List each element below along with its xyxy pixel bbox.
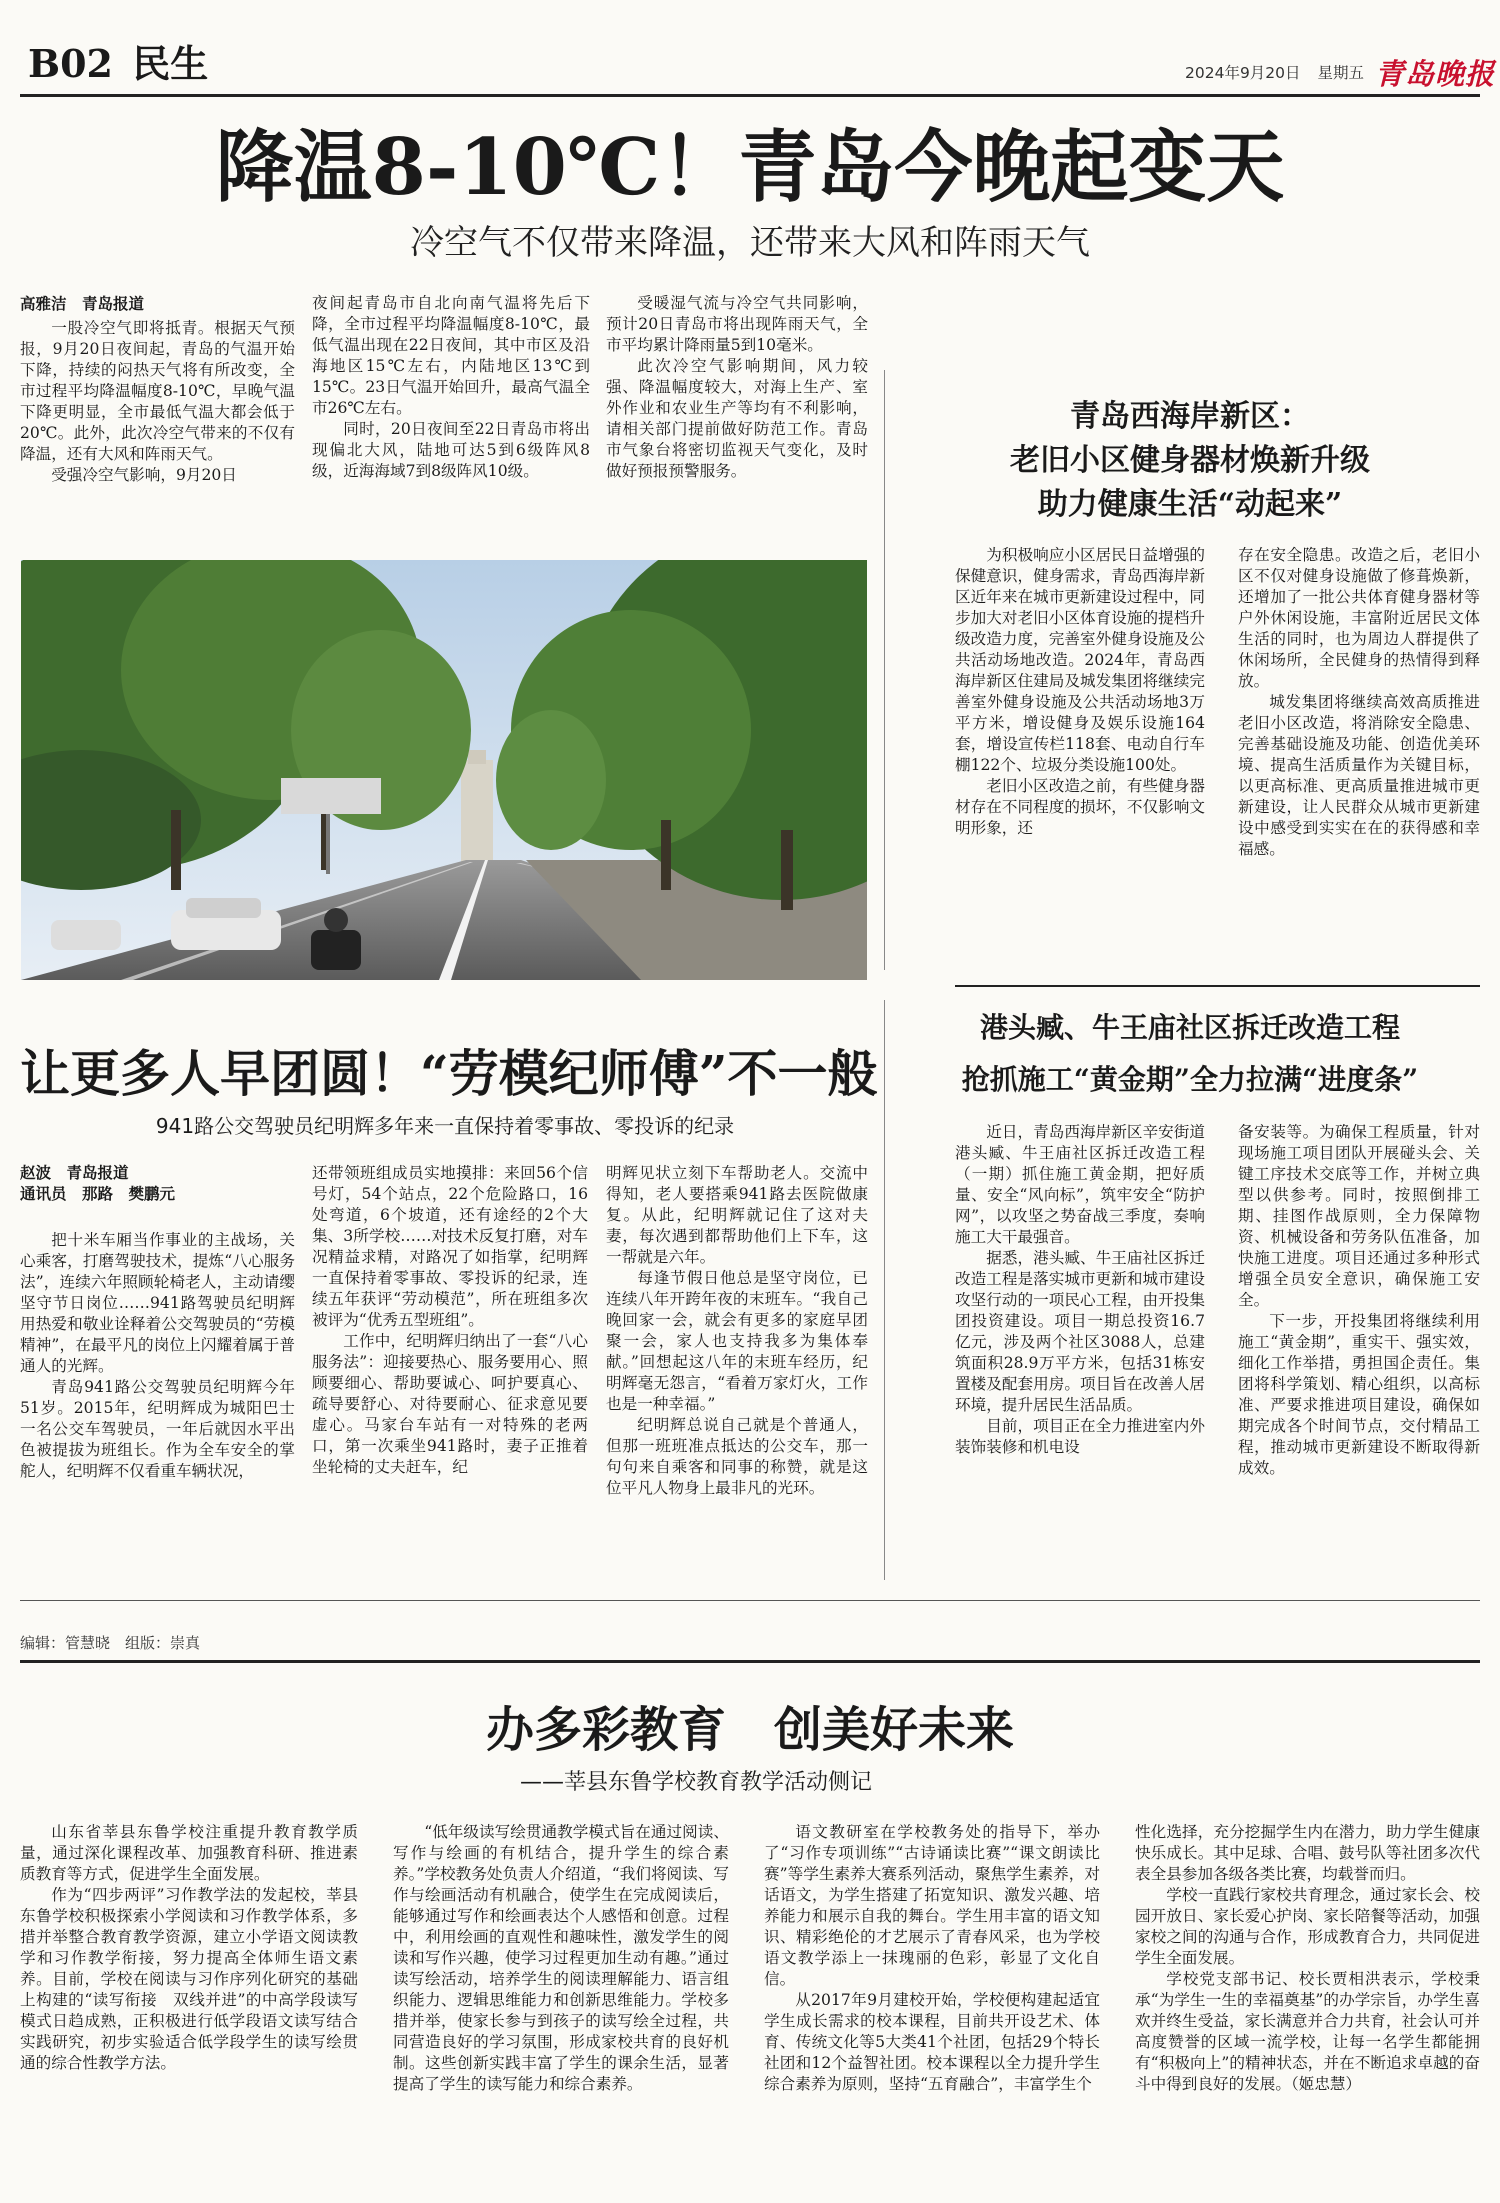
story5-col4: 性化选择，充分挖掘学生内在潜力，助力学生健康快乐成长。其中足球、合唱、鼓号队等社团多次代表全县参加各级各类比赛，均载誉而归。 学校一直践行家校共育理念，通过家长会、校园开放日、家长爱心护岗、家长陪餐等活动，加强家校之间的沟通与合作，形成教育合力，共同促进学生全面发展。 学校党支部书记、校长贾相洪表示，学校秉承“为学生一生的幸福奠基”的办学宗旨，办学生喜欢并终生受益，家长满意并合力共育，社会认可并高度赞誉的区域一流学校，让每一名学生都能拥有“积极向上”的精神状态，并在不断追求卓越的奋斗中得到良好的发展。（姬忠慧） xyxy=(1135,1823,1480,2093)
story5-col1: 山东省莘县东鲁学校注重提升教育教学质量，通过深化课程改革、加强教育科研、推进素质教育等方式，促进学生全面发展。 作为“四步两评”习作教学法的发起校，莘县东鲁学校积极探索小学阅读和习作教学体系，多措并举整合教育教学资源，建立小学语文阅读教学和习作教学衔接，努力提高全体师生语文素养。目前，学校在阅读与习作序列化研究的基础上构建的“读写衔接 双线并进”的中高学段读写模式日趋成熟，正积极进行低学段语文读写结合实践研究，初步实验适合低学段学生的读写绘贯通的综合性教学方法。 xyxy=(20,1823,358,2072)
story1-subhead: 冷空气不仅带来降温，还带来大风和阵雨天气 xyxy=(410,223,1090,263)
credits-bottom-rule xyxy=(20,1660,1480,1663)
masthead-rule xyxy=(20,94,1480,97)
story5-subhead: ——莘县东鲁学校教育教学活动侧记 xyxy=(520,1770,873,1795)
story3-col2: 还带领班组成员实地摸排：来回56个信号灯，54个站点，22个危险路口，16处弯道，6个坡道，还有途经的2个大集、3所学校……对技术反复打磨，对车况精益求精，对路况了如指掌，纪明辉一直保持着零事故、零投诉的纪录，连续五年获评“劳动模范”，所在班组多次被评为“优秀五型班组”。 工作中，纪明辉归纳出了一套“八心服务法”：迎接要热心、服务要用心、照顾要细心、帮助要诚心、呵护要真心、疏导要舒心、对待要耐心、征求意见要虚心。马家台车站有一对特殊的老两口，第一次乘坐941路时，妻子正推着坐轮椅的丈夫赶车，纪 xyxy=(312,1164,588,1476)
story4-col1: 近日，青岛西海岸新区辛安街道港头臧、牛王庙社区拆迁改造工程（一期）抓住施工黄金期，把好质量、安全“风向标”，筑牢安全“防护网”，以攻坚之势奋战三季度，奏响施工大干最强音。 据悉，港头臧、牛王庙社区拆迁改造工程是落实城市更新和城市建设攻坚行动的一项民心工程，由开投集团投资建设。项目一期总投资16.7亿元，涉及两个社区3088人，总建筑面积28.9万平方米，包括31栋安置楼及配套用房。项目旨在改善人居环境，提升居民生活品质。 目前，项目正在全力推进室内外装饰装修和机电设 xyxy=(955,1123,1205,1456)
story3-subhead: 941路公交驾驶员纪明辉多年来一直保持着零事故、零投诉的纪录 xyxy=(155,1114,735,1138)
page-code: B02 民生 xyxy=(28,41,209,86)
story2-headline: 青岛西海岸新区： 老旧小区健身器材焕新升级 助力健康生活“动起来” xyxy=(1010,399,1370,522)
lower-column-rule xyxy=(884,1000,885,1580)
story2-col2: 存在安全隐患。改造之后，老旧小区不仅对健身设施做了修葺焕新，还增加了一批公共体育健身器材等户外休闲设施，丰富附近居民文体生活的同时，也为周边人群提供了休闲场所，全民健身的热情得到释放。 城发集团将继续高效高质推进老旧小区改造，将消除安全隐患、完善基础设施及功能、创造优美环境、提高生活质量作为关键目标，以更高标准、更高质量推进城市更新建设，让人民群众从城市更新建设中感受到实实在在的获得感和幸福感。 xyxy=(1238,546,1480,858)
story3-col1: 把十米车厢当作事业的主战场，关心乘客，打磨驾驶技术，提炼“八心服务法”，连续六年照顾轮椅老人，主动请缨坚守节日岗位……941路驾驶员纪明辉用热爱和敬业诠释着公交驾驶员的“劳模精神”，在最平凡的岗位上闪耀着属于普通人的光辉。 青岛941路公交驾驶员纪明辉今年51岁。2015年，纪明辉成为城阳巴士一名公交车驾驶员，一年后就因水平出色被提拔为班组长。作为全车安全的掌舵人，纪明辉不仅看重车辆状况， xyxy=(20,1231,295,1480)
story3-byline: 赵波 青岛报道 通讯员 那路 樊鹏元 xyxy=(20,1164,176,1203)
story4-col2: 备安装等。为确保工程质量，针对现场施工项目团队开展碰头会、关键工序技术交底等工作，并树立典型以供参考。同时，按照倒排工期、挂图作战原则，全力保障物资、机械设备和劳务队伍准备，加快施工进度。项目还通过多种形式增强全员安全意识，确保施工安全。 下一步，开投集团将继续利用施工“黄金期”，重实干、强实效，细化工作举措，勇担国企责任。集团将科学策划、精心组织，以高标准、严要求推进项目建设，确保如期完成各个时间节点，交付精品工程，推动城市更新建设不断取得新成效。 xyxy=(1238,1123,1480,1477)
story3-col3: 明辉见状立刻下车帮助老人。交流中得知，老人要搭乘941路去医院做康复。从此，纪明辉就记住了这对夫妻，每次遇到都帮助他们上下车，这一帮就是六年。 每逢节假日他总是坚守岗位，已连续八年开跨年夜的末班车。“我自己晚回家一会，就会有更多的家庭早团聚一会，家人也支持我多为集体奉献。”回想起这八年的末班车经历，纪明辉毫无怨言，“看着万家灯火，工作也是一种幸福。” 纪明辉总说自己就是个普通人，但那一班班准点抵达的公交车，那一句句来自乘客和同事的称赞，就是这位平凡人物身上最非凡的光环。 xyxy=(606,1164,868,1497)
masthead xyxy=(0,0,1500,100)
editor-credits: 编辑：管慧晓 组版：崇真 xyxy=(20,1634,201,1652)
issue-date: 2024年9月20日 星期五 xyxy=(1185,64,1364,82)
upper-column-rule xyxy=(884,370,885,970)
section-name: 民生 xyxy=(132,41,209,86)
story1-headline: 降温8-10℃！青岛今晚起变天 xyxy=(215,122,1285,213)
story1-col2: 夜间起青岛市自北向南气温将先后下降，全市过程平均降温幅度8-10℃，最低气温出现在22日夜间，其中市区及沿海地区15℃左右，内陆地区13℃到15℃。23日气温开始回升，最高气温全市26℃左右。 同时，20日夜间至22日青岛市将出现偏北大风，陆地可达5到6级阵风8级，近海海域7到8级阵风10级。 xyxy=(312,294,590,480)
story5-col2: “低年级读写绘贯通教学模式旨在通过阅读、写作与绘画的有机结合，提升学生的综合素养。”学校教务处负责人介绍道，“我们将阅读、写作与绘画活动有机融合，使学生在完成阅读后，能够通过写作和绘画表达个人感悟和创意。过程中，利用绘画的直观性和趣味性，激发学生的阅读和写作兴趣，使学习过程更加生动有趣。”通过读写绘活动，培养学生的阅读理解能力、语言组织能力、逻辑思维能力和创新思维能力。学校多措并举，使家长参与到孩子的读写绘全过程，共同营造良好的学习氛围，形成家校共育的良好机制。这些创新实践丰富了学生的课余生活，显著提高了学生的读写能力和综合素养。 xyxy=(393,1823,729,2093)
story5-col3: 语文教研室在学校教务处的指导下，举办了“习作专项训练”“古诗诵读比赛”“课文朗读比赛”等学生素养大赛系列活动，聚焦学生素养，对话语文，为学生搭建了拓宽知识、激发兴趣、培养能力和展示自我的舞台。学生用丰富的语文知识、精彩绝伦的才艺展示了青春风采，也为学校语文教学添上一抹瑰丽的色彩，彰显了文化自信。 从2017年9月建校开始，学校便构建起适宜学生成长需求的校本课程，目前共开设艺术、体育、传统文化等5大类41个社团，包括29个特长社团和12个益智社团。校本课程以全力提升学生综合素养为原则，坚持“五育融合”，丰富学生个 xyxy=(764,1823,1100,2093)
story1-col3: 受暖湿气流与冷空气共同影响，预计20日青岛市将出现阵雨天气，全市平均累计降雨量5到10毫米。 此次冷空气影响期间，风力较强、降温幅度较大，对海上生产、室外作业和农业生产等均有不利影响，请相关部门提前做好防范工作。青岛市气象台将密切监视天气变化，及时做好预报预警服务。 xyxy=(606,294,868,480)
story1-col1: 一股冷空气即将抵青。根据天气预报，9月20日夜间起，青岛的气温开始下降，持续的闷热天气将有所改变，全市过程平均降温幅度8-10℃，早晚气温下降更明显，全市最低气温大都会低于20℃。此外，此次冷空气带来的不仅有降温，还有大风和阵雨天气。 受强冷空气影响，9月20日 xyxy=(20,319,295,484)
story1-byline: 高雅洁 青岛报道 xyxy=(20,295,145,313)
story2-bottom-rule xyxy=(955,985,1480,987)
credits-top-rule xyxy=(20,1600,1480,1601)
newspaper-logo: 青岛晚报 xyxy=(1375,57,1496,91)
story3-headline: 让更多人早团圆！“劳模纪师傅”不一般 xyxy=(20,1044,878,1103)
street-photo-image xyxy=(21,560,867,980)
story4-headline: 港头臧、牛王庙社区拆迁改造工程 抢抓施工“黄金期”全力拉满“进度条” xyxy=(961,1011,1419,1096)
street-photo xyxy=(21,560,867,980)
story2-col1: 为积极响应小区居民日益增强的保健意识，健身需求，青岛西海岸新区近年来在城市更新建设过程中，同步加大对老旧小区体育设施的提档升级改造力度，完善室外健身设施及公共活动场地改造。2024年，青岛西海岸新区住建局及城发集团将继续完善室外健身设施及公共活动场地3万平方米，增设健身及娱乐设施164套，增设宣传栏118套、电动自行车棚122个、垃圾分类设施100处。 老旧小区改造之前，有些健身器材存在不同程度的损坏，不仅影响文明形象，还 xyxy=(955,546,1205,837)
story5-headline: 办多彩教育 创美好未来 xyxy=(485,1702,1014,1758)
